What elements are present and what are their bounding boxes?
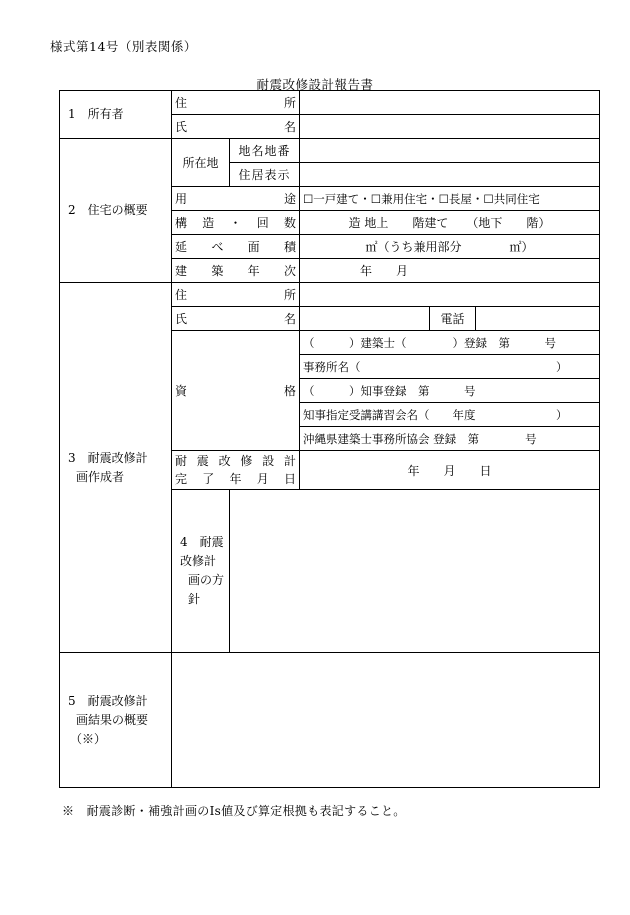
section-results-label: 5 耐震改修計 画結果の概要 （※） [60, 653, 172, 788]
report-form-table [59, 90, 600, 788]
structure-floors-field[interactable]: 造 地上 階建て （地下 階） [300, 211, 600, 235]
section-owner-label: 1 所有者 [60, 91, 172, 139]
results-text-area[interactable] [172, 653, 600, 788]
planner-name-field[interactable] [300, 307, 430, 331]
floor-area-label: 延 べ 面 積 [172, 235, 300, 259]
planner-address-field[interactable] [300, 283, 600, 307]
owner-address-field[interactable] [300, 91, 600, 115]
location-label: 所在地 [172, 139, 230, 187]
construction-year-field[interactable]: 年 月 [300, 259, 600, 283]
footnote: ※ 耐震診断・補強計画のIs値及び算定根拠も表記すること。 [62, 804, 406, 818]
telephone-label: 電話 [430, 307, 476, 331]
governor-registration-field[interactable]: （ ）知事登録 第 号 [300, 379, 600, 403]
construction-year-label: 建 築 年 次 [172, 259, 300, 283]
training-course-field[interactable]: 知事指定受講講習会名（ 年度 ） [300, 403, 600, 427]
owner-address-label: 住 所 [172, 91, 300, 115]
planner-address-row [60, 283, 600, 307]
residence-display-field[interactable] [300, 163, 600, 187]
completion-date-label: 耐 震 改 修 設 計 完 了 年 月 日 [172, 451, 300, 490]
completion-date-field[interactable]: 年 月 日 [300, 451, 600, 490]
use-label: 用 途 [172, 187, 300, 211]
telephone-field[interactable] [476, 307, 600, 331]
owner-address-row [60, 91, 600, 115]
housing-lot-row [60, 139, 600, 163]
results-row [60, 653, 600, 788]
owner-name-field[interactable] [300, 115, 600, 139]
residence-display-label: 住居表示 [230, 163, 300, 187]
structure-floors-label: 構 造 ・ 回 数 [172, 211, 300, 235]
association-registration-field[interactable]: 沖縄県建築士事務所協会 登録 第 号 [300, 427, 600, 451]
use-checkbox-options[interactable]: ☐一戸建て・☐兼用住宅・☐長屋・☐共同住宅 [300, 187, 600, 211]
policy-text-area[interactable] [230, 490, 600, 653]
planner-name-label: 氏 名 [172, 307, 300, 331]
section-housing-label: 2 住宅の概要 [60, 139, 172, 283]
owner-name-label: 氏 名 [172, 115, 300, 139]
section-policy-label: 4 耐震改修計 画の方針 [172, 490, 230, 653]
lot-number-label: 地名地番 [230, 139, 300, 163]
office-name-field[interactable]: 事務所名（ ） [300, 355, 600, 379]
form-number: 様式第14号（別表関係） [50, 39, 197, 54]
planner-address-label: 住 所 [172, 283, 300, 307]
section-planner-label: 3 耐震改修計 画作成者 [60, 283, 172, 653]
qualification-label: 資 格 [172, 331, 300, 451]
floor-area-field[interactable]: ㎡（うち兼用部分 ㎡） [300, 235, 600, 259]
architect-registration-field[interactable]: （ ）建築士（ ）登録 第 号 [300, 331, 600, 355]
lot-number-field[interactable] [300, 139, 600, 163]
document-title: 耐震改修設計報告書 [256, 77, 374, 92]
